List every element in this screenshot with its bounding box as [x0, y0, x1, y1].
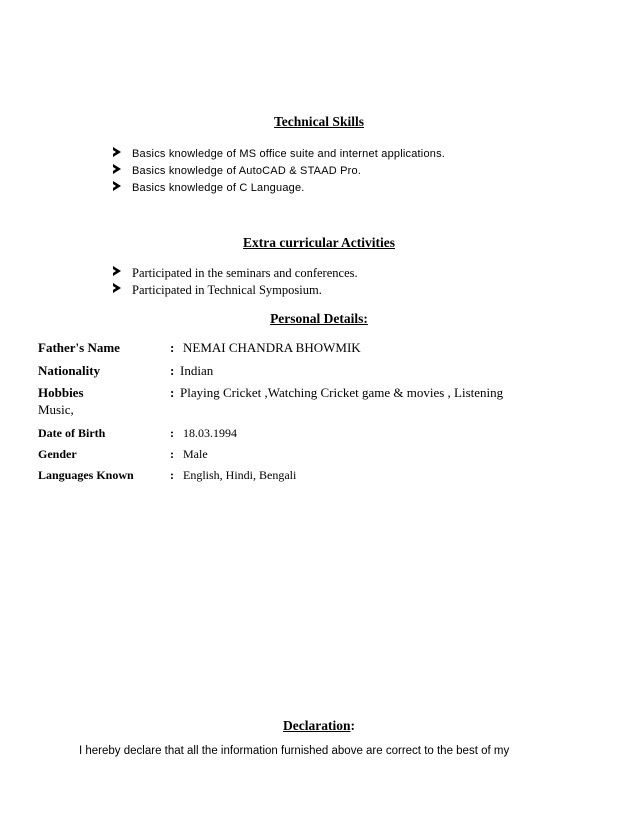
skill-text: Basics knowledge of MS office suite and internet applications. [132, 148, 446, 160]
technical-skills-heading: Technical Skills [274, 114, 364, 129]
list-item [113, 163, 445, 180]
hobbies-value: Playing Cricket ,Watching Cricket game & movies , Listening [180, 385, 504, 400]
declaration-heading-colon: : [350, 718, 355, 733]
languages-known-colon: : [170, 468, 174, 482]
extra-curricular-list [113, 265, 358, 298]
date-of-birth-value: 18.03.1994 [183, 426, 237, 440]
hobbies-label: Hobbies [38, 385, 84, 400]
declaration-heading-text: Declaration [283, 718, 351, 733]
languages-known-label: Languages Known [38, 468, 134, 482]
extra-curricular-heading: Extra curricular Activities [243, 235, 395, 250]
declaration-heading [0, 718, 638, 734]
activity-text: Participated in Technical Symposium. [132, 282, 322, 297]
list-item [113, 282, 358, 299]
arrow-bullet-icon [113, 266, 121, 276]
list-item [113, 146, 445, 163]
declaration-text: I hereby declare that all the information furnished above are correct to the best of my [79, 745, 510, 757]
skill-text: Basics knowledge of C Language. [132, 182, 305, 194]
fathers-name-value: NEMAI CHANDRA BHOWMIK [183, 340, 361, 355]
arrow-bullet-icon [113, 181, 121, 191]
list-item [113, 265, 358, 282]
nationality-colon: : [170, 363, 175, 378]
nationality-value: Indian [180, 363, 214, 378]
nationality-label: Nationality [38, 363, 101, 378]
arrow-bullet-icon [113, 147, 121, 157]
hobbies-continuation: Music, [38, 402, 74, 417]
personal-details-heading: Personal Details: [270, 311, 368, 326]
gender-colon: : [170, 447, 174, 461]
gender-value: Male [183, 447, 208, 461]
arrow-bullet-icon [113, 164, 121, 174]
fathers-name-label: Father's Name [38, 340, 120, 355]
arrow-bullet-icon [113, 283, 121, 293]
activity-text: Participated in the seminars and conferences. [132, 266, 358, 280]
fathers-name-colon: : [170, 340, 175, 355]
hobbies-colon: : [170, 385, 175, 400]
list-item [113, 180, 445, 197]
date-of-birth-label: Date of Birth [38, 426, 106, 440]
skill-text: Basics knowledge of AutoCAD & STAAD Pro. [132, 165, 362, 177]
date-of-birth-colon: : [170, 426, 174, 440]
languages-known-value: English, Hindi, Bengali [183, 468, 297, 482]
technical-skills-list [113, 146, 445, 197]
gender-label: Gender [38, 447, 77, 461]
